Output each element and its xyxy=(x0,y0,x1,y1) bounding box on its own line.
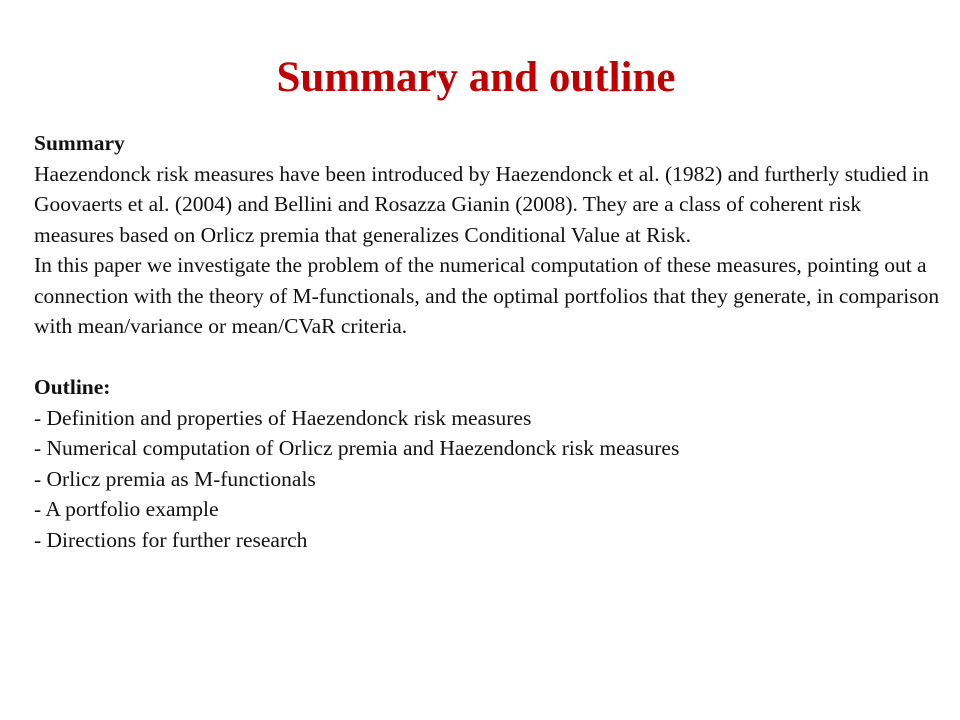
outline-item: - Directions for further research xyxy=(34,527,308,552)
outline-item: - Definition and properties of Haezendonck risk measures xyxy=(34,405,532,430)
summary-heading: Summary xyxy=(34,131,125,155)
outline-item: - A portfolio example xyxy=(34,497,219,521)
outline-heading: Outline: xyxy=(34,375,111,399)
outline-item: - Numerical computation of Orlicz premia and Haezendonck risk measures xyxy=(34,436,680,460)
slide-title: Summary and outline xyxy=(276,54,676,101)
outline-item: - Orlicz premia as M-functionals xyxy=(34,466,316,491)
summary-paragraph-1: Haezendonck risk measures have been introduced by Haezendonck et al. (1982) and furtherly studied in Goovaerts et al. (2004) and Bellini and Rosazza Gianin (2008). They are a class of coherent risk measures based on Orlicz premia that generalizes Conditional Value at Risk. xyxy=(34,161,929,247)
summary-paragraph-2: In this paper we investigate the problem of the numerical computation of these measures, pointing out a connection with the theory of M-functionals, and the optimal portfolios that they generate, in comparison with mean/variance or mean/CVaR criteria. xyxy=(34,253,940,338)
section-spacer xyxy=(34,342,944,373)
slide-body xyxy=(34,128,944,555)
outline-list xyxy=(34,403,944,556)
